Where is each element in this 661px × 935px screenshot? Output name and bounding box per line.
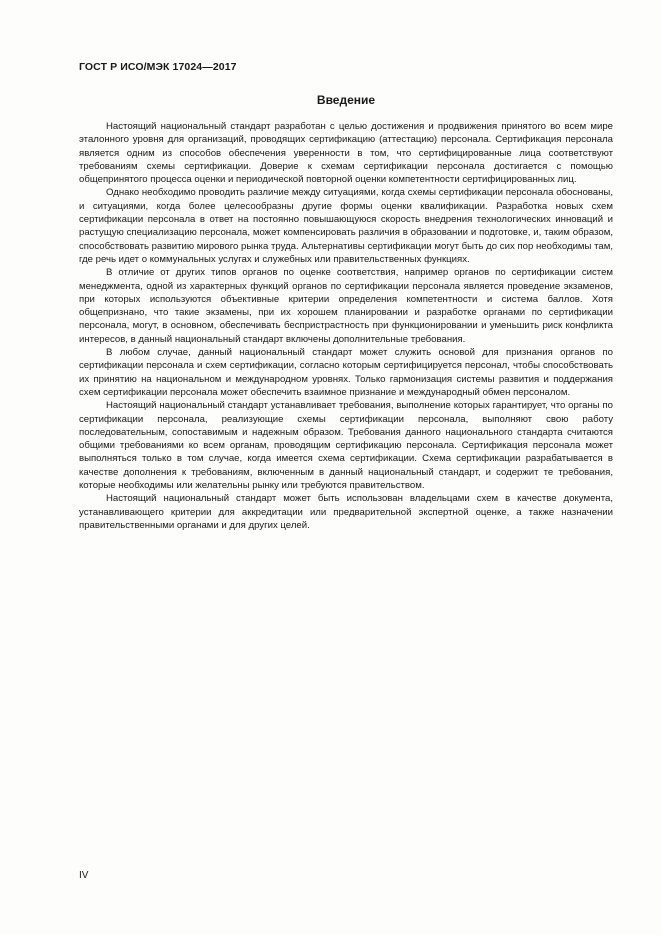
page-number: IV	[79, 870, 89, 881]
body-text	[79, 120, 613, 532]
paragraph: В отличие от других типов органов по оценке соответствия, например органов по сертификации систем менеджмента, одной из характерных функций органов по сертификации персонала является проведение экзаменов, при которых используются объективные критерии определения компетентности и система баллов. Хотя общепризнано, что такие экзамены, при их хорошем планировании и разработке органами по сертификации персонала, могут, в основном, обеспечивать беспристрастность при функционировании и уменьшить риск конфликта интересов, в данный национальный стандарт включены дополнительные требования.	[79, 267, 613, 345]
paragraph: Однако необходимо проводить различие между ситуациями, когда схемы сертификации персонала обоснованы, и ситуациями, когда более целесообразны другие формы оценки квалификации. Разработка новых схем сертификации персонала в ответ на постоянно повышающуюся скорость внедрения технологических инноваций и растущую специализацию персонала, может компенсировать различия в образовании и подготовке, и, таким образом, способствовать развитию мирового рынка труда. Альтернативы сертификации могут быть до сих пор необходимы там, где речь идет о коммунальных услугах и служебных или правительственных функциях.	[79, 187, 613, 265]
document-header: ГОСТ Р ИСО/МЭК 17024—2017	[79, 61, 237, 73]
paragraph: Настоящий национальный стандарт устанавливает требования, выполнение которых гарантирует, что органы по сертификации персонала, реализующие схемы сертификации персонала, выполняют свою работу последовательным, сопоставимым и надежным образом. Требования данного национального стандарта считаются общими требованиями ко всем органам, проводящим сертификацию персонала. Сертификация персонала может выполняться только в том случае, когда имеется схема сертификации. Схема сертификации разрабатывается в качестве дополнения к требованиям, включенным в данный национальный стандарт, и содержит те требования, которые необходимы или желательны рынку или требуются правительством.	[79, 400, 613, 492]
section-title: Введение	[316, 93, 376, 107]
paragraph: Настоящий национальный стандарт разработан с целью достижения и продвижения принятого во всем мире эталонного уровня для организаций, проводящих сертификацию (аттестацию) персонала. Сертификация персонала является одним из способов обеспечения уверенности в том, что сертифицированные лица соответствуют требованиям схемы сертификации. Доверие к схемам сертификации персонала достигается с помощью общепринятого процесса оценки и периодической повторной оценки компетентности сертифицированных лиц.	[79, 121, 613, 186]
paragraph: Настоящий национальный стандарт может быть использован владельцами схем в качестве документа, устанавливающего критерии для аккредитации или предварительной экспертной оценке, а также назначении правительственными органами и для других целей.	[79, 493, 613, 531]
paragraph: В любом случае, данный национальный стандарт может служить основой для признания органов по сертификации персонала и схем сертификации, согласно которым сертифицируется персонал, чтобы способствовать их принятию на национальном и международном уровнях. Только гармонизация системы развития и поддержания схем сертификации персонала может обеспечить взаимное признание и международный обмен персоналом.	[79, 347, 613, 398]
